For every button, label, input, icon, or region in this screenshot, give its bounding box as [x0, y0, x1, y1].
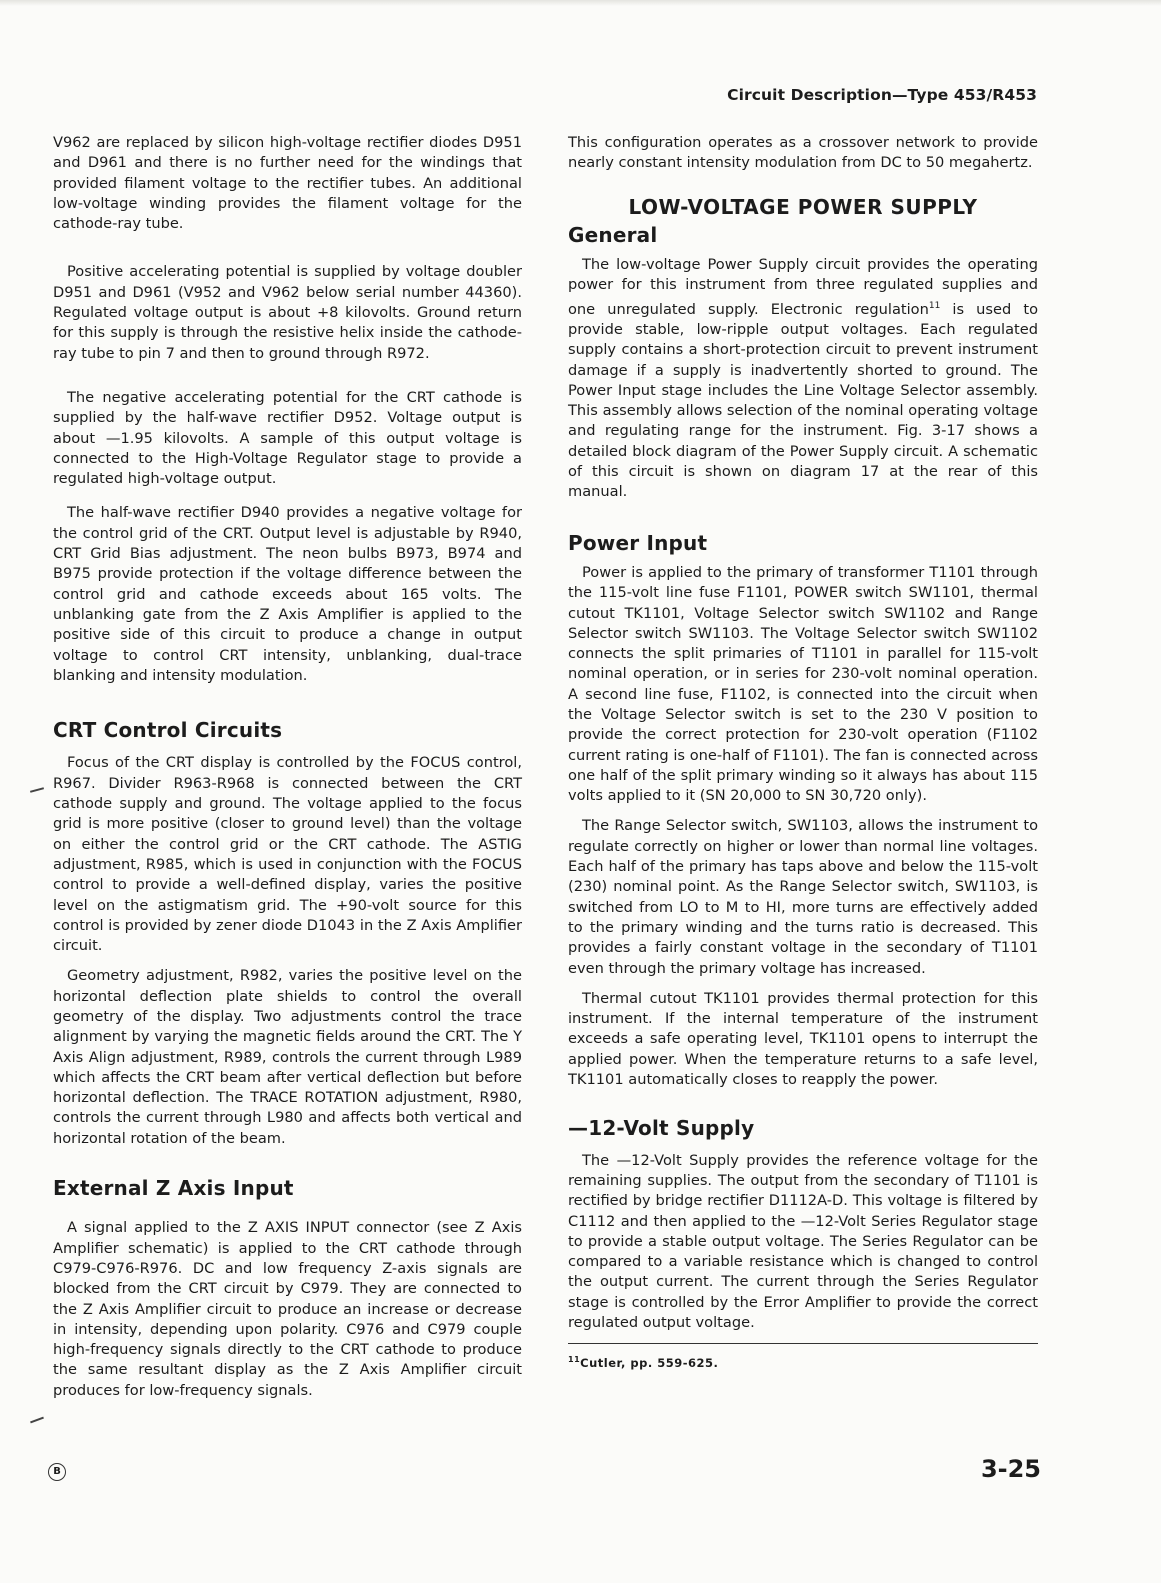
paragraph: A signal applied to the Z AXIS INPUT connector (see Z Axis Amplifier schematic) is applied to the CRT cathode through C979-C976-R976. DC and low frequency Z-axis signals are blocked from the CRT circuit by C979. They are connected to the Z Axis Amplifier circuit to produce an increase or decrease in intensity, depending upon polarity. C976 and C979 couple high-frequency signals directly to the CRT cathode to produce the same resultant display as the Z Axis Amplifier circuit produces for low-frequency signals.	[53, 1219, 522, 1399]
section-heading: Power Input	[568, 530, 708, 555]
scan-edge	[0, 0, 1161, 6]
paragraph: Geometry adjustment, R982, varies the positive level on the horizontal deflection plate shields to control the overall geometry of the display. Two adjustments control the trace alignment by varying the magnetic fields around the CRT. The Y Axis Align adjustment, R989, controls the current through L989 which affects the CRT beam after vertical deflection but before horizontal deflection. The TRACE ROTATION adjustment, R980, controls the current through L980 and affects both vertical and horizontal rotation of the beam.	[53, 967, 522, 1147]
margin-mark	[30, 1417, 44, 1424]
paragraph: Focus of the CRT display is controlled by the FOCUS control, R967. Divider R963-R968 is connected between the CRT cathode supply and ground. The voltage applied to the focus grid is more positive (closer to ground level) than the voltage on either the control grid or the CRT cathode. The ASTIG adjustment, R985, which is used in conjunction with the FOCUS control to provide a well-defined display, varies the positive level on the astigmatism grid. The +90-volt source for this control is provided by zener diode D1043 in the Z Axis Amplifier circuit.	[53, 754, 522, 955]
paragraph: Power is applied to the primary of transformer T1101 through the 115-volt line fuse F1101, POWER switch SW1101, thermal cutout TK1101, Voltage Selector switch SW1102 and Range Selector switch SW1103. The Voltage Selector switch SW1102 connects the split primaries of T1101 in parallel for 115-volt nominal operation, or in series for 230-volt nominal operation. A second line fuse, F1102, is connected into the circuit when the Voltage Selector switch is set to the 230 V position to provide the correct protection for 230-volt operation (F1102 current rating is one-half of F1101). The fan is connected across one half of the split primary winding so it always has about 115 volts applied to it (SN 20,000 to SN 30,720 only).	[568, 563, 1038, 805]
paragraph: The half-wave rectifier D940 provides a negative voltage for the control grid of the CRT. Output level is adjustable by R940, CRT Grid Bias adjustment. The neon bulbs B973, B974 and B975 provide protection if the voltage difference between the control grid and cathode exceeds about 165 volts. The unblanking gate from the Z Axis Amplifier is applied to the positive side of this circuit to produce a change in output voltage to control CRT intensity, unblanking, dual-trace blanking and intensity modulation.	[53, 504, 522, 684]
margin-mark	[30, 787, 44, 793]
paragraph	[568, 255, 1038, 502]
paragraph: The negative accelerating potential for the CRT cathode is supplied by the half-wave rectifier D952. Voltage output is about —1.95 kilovolts. A sample of this output voltage is connected to the High-Voltage Regulator stage to provide a regulated high-voltage output.	[53, 388, 522, 488]
running-head: Circuit Description—Type 453/R453	[727, 86, 1037, 104]
paragraph-text: The low-voltage Power Supply circuit provides the operating power for this instrument from three regulated supplies and one unregulated supply. Electronic regulation	[568, 256, 1038, 318]
paragraph: Thermal cutout TK1101 provides thermal protection for this instrument. If the internal temperature of the instrument exceeds a safe operating level, TK1101 opens to interrupt the applied power. When the temperature returns to a safe level, TK1101 automatically closes to reapply the power.	[568, 989, 1038, 1089]
paragraph-text: is used to provide stable, low-ripple output voltages. Each regulated supply contains a short-protection circuit to prevent instrument damage if a supply is inadvertently shorted to ground. The Power Input stage includes the Line Voltage Selector assembly. This assembly allows selection of the nominal operating voltage and regulating range for the instrument. Fig. 3-17 shows a detailed block diagram of the Power Supply circuit. A schematic of this circuit is shown on diagram 17 at the rear of this manual.	[568, 300, 1038, 501]
footnote-number: 11	[568, 1355, 581, 1365]
footnote-rule	[568, 1343, 1038, 1344]
left-column	[53, 133, 522, 1401]
footnote-text: Cutler, pp. 559-625.	[580, 1356, 719, 1371]
footnote	[568, 1350, 1038, 1373]
section-heading: CRT Control Circuits	[53, 718, 283, 743]
paragraph: Positive accelerating potential is supplied by voltage doubler D951 and D961 (V952 and V962 below serial number 44360). Regulated voltage output is about +8 kilovolts. Ground return for this supply is through the resistive helix inside the cathode-ray tube to pin 7 and then to ground through R972.	[53, 263, 522, 362]
paragraph: This configuration operates as a crossover network to provide nearly constant intensity modulation from DC to 50 megahertz.	[568, 134, 1038, 172]
paragraph: The Range Selector switch, SW1103, allows the instrument to regulate correctly on higher or lower than normal line voltages. Each half of the primary has taps above and below the 115-volt (230) nominal point. As the Range Selector switch, SW1103, is switched from LO to M to HI, more turns are effectively added to the primary winding and the turns ratio is decreased. This provides a fairly constant voltage in the secondary of T1101 even through the primary voltage has increased.	[568, 817, 1038, 977]
page-number: 3-25	[980, 1455, 1041, 1483]
section-heading: External Z Axis Input	[53, 1176, 294, 1201]
section-heading: General	[568, 222, 658, 247]
chapter-heading: LOW-VOLTAGE POWER SUPPLY	[628, 194, 978, 219]
section-heading: —12-Volt Supply	[568, 1116, 755, 1141]
paragraph: V962 are replaced by silicon high-voltage rectifier diodes D951 and D961 and there is no further need for the windings that provided filament voltage to the rectifier tubes. An additional low-voltage winding provides the filament voltage for the cathode-ray tube.	[53, 134, 522, 233]
logo-icon: B	[48, 1463, 66, 1481]
right-column	[568, 133, 1038, 1373]
paragraph: The —12-Volt Supply provides the reference voltage for the remaining supplies. The output from the secondary of T1101 is rectified by bridge rectifier D1112A-D. This voltage is filtered by C1112 and then applied to the —12-Volt Series Regulator stage to provide a stable output voltage. The Series Regulator can be compared to a variable resistance which is changed to control the output current. The current through the Series Regulator stage is controlled by the Error Amplifier to provide the correct regulated output voltage.	[568, 1151, 1038, 1331]
footnote-ref: 11	[928, 300, 941, 311]
